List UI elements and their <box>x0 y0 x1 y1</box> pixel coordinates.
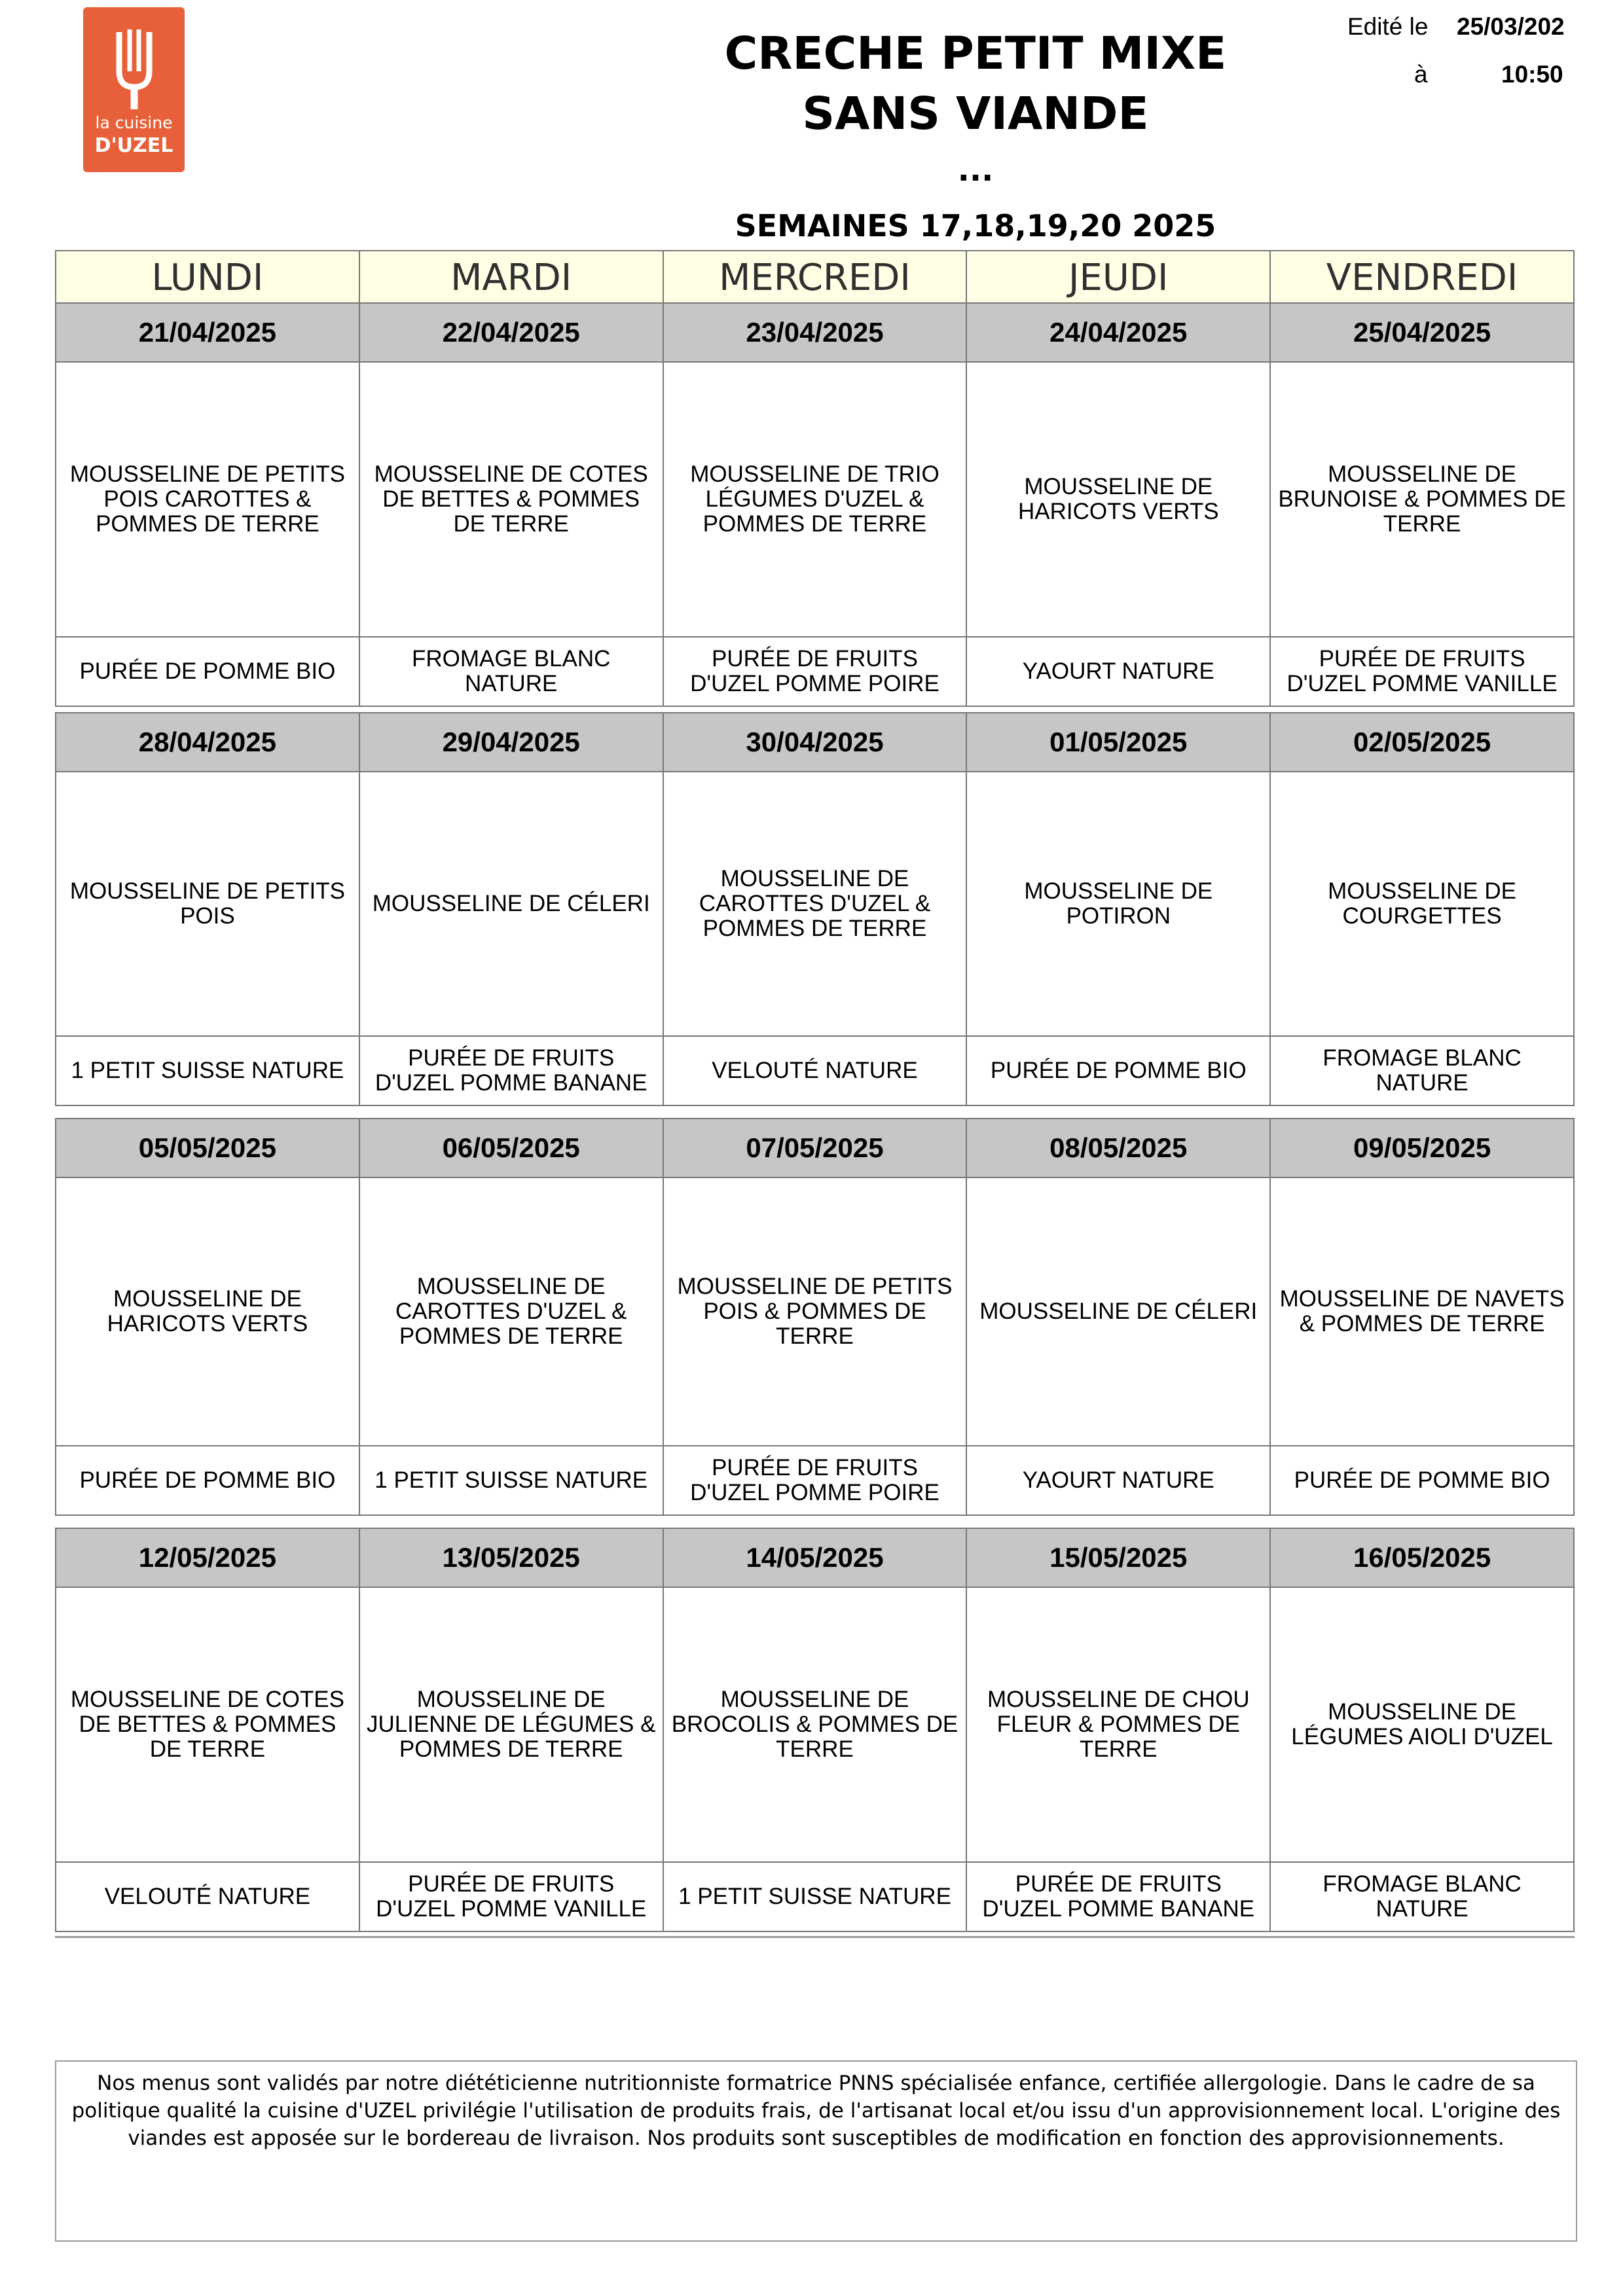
main-dish-cell: MOUSSELINE DE CAROTTES D'UZEL & POMMES DE TERRE <box>359 1177 663 1446</box>
main-dish-cell: MOUSSELINE DE HARICOTS VERTS <box>56 1177 359 1446</box>
dessert-cell: 1 PETIT SUISSE NATURE <box>56 1036 359 1105</box>
dessert-cell: PURÉE DE POMME BIO <box>1270 1446 1574 1515</box>
main-dish-cell: MOUSSELINE DE COURGETTES <box>1270 772 1574 1036</box>
dessert-cell: VELOUTÉ NATURE <box>56 1862 359 1931</box>
dessert-cell: PURÉE DE POMME BIO <box>56 1446 359 1515</box>
dessert-cell: 1 PETIT SUISSE NATURE <box>359 1446 663 1515</box>
main-dish-cell: MOUSSELINE DE TRIO LÉGUMES D'UZEL & POMMES DE TERRE <box>663 362 967 637</box>
day-header-row <box>55 250 1575 305</box>
main-dish-cell: MOUSSELINE DE COTES DE BETTES & POMMES DE TERRE <box>56 1587 359 1862</box>
main-dish-cell: MOUSSELINE DE NAVETS & POMMES DE TERRE <box>1270 1177 1574 1446</box>
dessert-cell: YAOURT NATURE <box>966 637 1270 706</box>
edit-date-value: 25/03/202 <box>1457 13 1565 40</box>
page-subtitle: SEMAINES 17,18,19,20 2025 <box>735 208 1216 243</box>
edit-time-value: 10:50 <box>1501 61 1563 88</box>
dessert-cell: 1 PETIT SUISSE NATURE <box>663 1862 967 1931</box>
dessert-cell: PURÉE DE POMME BIO <box>56 637 359 706</box>
main-dish-cell: MOUSSELINE DE COTES DE BETTES & POMMES DE TERRE <box>359 362 663 637</box>
brand-logo <box>83 7 185 172</box>
dessert-cell: FROMAGE BLANC NATURE <box>359 637 663 706</box>
day-header: MARDI <box>359 251 663 304</box>
date-cell: 15/05/2025 <box>966 1528 1270 1587</box>
dessert-cell: YAOURT NATURE <box>966 1446 1270 1515</box>
main-dish-cell: MOUSSELINE DE CAROTTES D'UZEL & POMMES DE TERRE <box>663 772 967 1036</box>
main-dish-cell: MOUSSELINE DE PETITS POIS & POMMES DE TERRE <box>663 1177 967 1446</box>
date-cell: 13/05/2025 <box>359 1528 663 1587</box>
footer-note: Nos menus sont validés par notre diététicienne nutritionniste formatrice PNNS spécialisée enfance, certifiée allergologie. Dans le cadre de sa politique qualité la cuisine d'UZEL privilégie l'utilisation de produits frais, de l'artisanat local et/ou issu d'un approvisionnement local. L'origine des viandes est apposée sur le bordereau de livraison. Nos produits sont susceptibles de modification en fonction des approvisionnements. <box>55 2060 1577 2242</box>
page-title: CRECHE PETIT MIXE SANS VIANDE <box>724 27 1227 140</box>
main-dish-cell: MOUSSELINE DE LÉGUMES AIOLI D'UZEL <box>1270 1587 1574 1862</box>
week-table <box>55 302 1575 707</box>
date-cell: 23/04/2025 <box>663 303 967 362</box>
title-ellipsis: ... <box>957 152 994 188</box>
main-dish-cell: MOUSSELINE DE HARICOTS VERTS <box>966 362 1270 637</box>
main-dish-cell: MOUSSELINE DE CÉLERI <box>359 772 663 1036</box>
date-cell: 12/05/2025 <box>56 1528 359 1587</box>
date-cell: 22/04/2025 <box>359 303 663 362</box>
main-dish-cell: MOUSSELINE DE BROCOLIS & POMMES DE TERRE <box>663 1587 967 1862</box>
edit-date-label: Edité le <box>1347 13 1429 40</box>
dessert-cell: FROMAGE BLANC NATURE <box>1270 1862 1574 1931</box>
date-cell: 25/04/2025 <box>1270 303 1574 362</box>
date-cell: 21/04/2025 <box>56 303 359 362</box>
day-header: MERCREDI <box>663 251 967 304</box>
edit-time-label: à <box>1414 61 1428 88</box>
date-cell: 30/04/2025 <box>663 713 967 772</box>
logo-line-1: la cuisine <box>95 113 173 132</box>
date-cell: 09/05/2025 <box>1270 1119 1574 1177</box>
main-dish-cell: MOUSSELINE DE PETITS POIS <box>56 772 359 1036</box>
main-dish-cell: MOUSSELINE DE BRUNOISE & POMMES DE TERRE <box>1270 362 1574 637</box>
dessert-cell: VELOUTÉ NATURE <box>663 1036 967 1105</box>
date-cell: 28/04/2025 <box>56 713 359 772</box>
week-table <box>55 712 1575 1106</box>
date-cell: 14/05/2025 <box>663 1528 967 1587</box>
date-cell: 29/04/2025 <box>359 713 663 772</box>
date-cell: 24/04/2025 <box>966 303 1270 362</box>
day-header: JEUDI <box>966 251 1270 304</box>
week-table <box>55 1528 1575 1932</box>
date-cell: 01/05/2025 <box>966 713 1270 772</box>
date-cell: 05/05/2025 <box>56 1119 359 1177</box>
logo-line-2: D'UZEL <box>94 134 173 157</box>
dessert-cell: PURÉE DE FRUITS D'UZEL POMME POIRE <box>663 637 967 706</box>
date-cell: 02/05/2025 <box>1270 713 1574 772</box>
dessert-cell: FROMAGE BLANC NATURE <box>1270 1036 1574 1105</box>
dessert-cell: PURÉE DE POMME BIO <box>966 1036 1270 1105</box>
day-header: VENDREDI <box>1270 251 1574 304</box>
date-cell: 07/05/2025 <box>663 1119 967 1177</box>
dessert-cell: PURÉE DE FRUITS D'UZEL POMME VANILLE <box>1270 637 1574 706</box>
date-cell: 06/05/2025 <box>359 1119 663 1177</box>
main-dish-cell: MOUSSELINE DE PETITS POIS CAROTTES & POMMES DE TERRE <box>56 362 359 637</box>
fork-knife-icon <box>83 7 185 112</box>
dessert-cell: PURÉE DE FRUITS D'UZEL POMME BANANE <box>359 1036 663 1105</box>
date-cell: 08/05/2025 <box>966 1119 1270 1177</box>
main-dish-cell: MOUSSELINE DE POTIRON <box>966 772 1270 1036</box>
dessert-cell: PURÉE DE FRUITS D'UZEL POMME BANANE <box>966 1862 1270 1931</box>
main-dish-cell: MOUSSELINE DE CÉLERI <box>966 1177 1270 1446</box>
main-dish-cell: MOUSSELINE DE JULIENNE DE LÉGUMES & POMMES DE TERRE <box>359 1587 663 1862</box>
week-table <box>55 1118 1575 1516</box>
date-cell: 16/05/2025 <box>1270 1528 1574 1587</box>
divider <box>55 1936 1575 1938</box>
main-dish-cell: MOUSSELINE DE CHOU FLEUR & POMMES DE TERRE <box>966 1587 1270 1862</box>
dessert-cell: PURÉE DE FRUITS D'UZEL POMME POIRE <box>663 1446 967 1515</box>
day-header: LUNDI <box>56 251 359 304</box>
dessert-cell: PURÉE DE FRUITS D'UZEL POMME VANILLE <box>359 1862 663 1931</box>
